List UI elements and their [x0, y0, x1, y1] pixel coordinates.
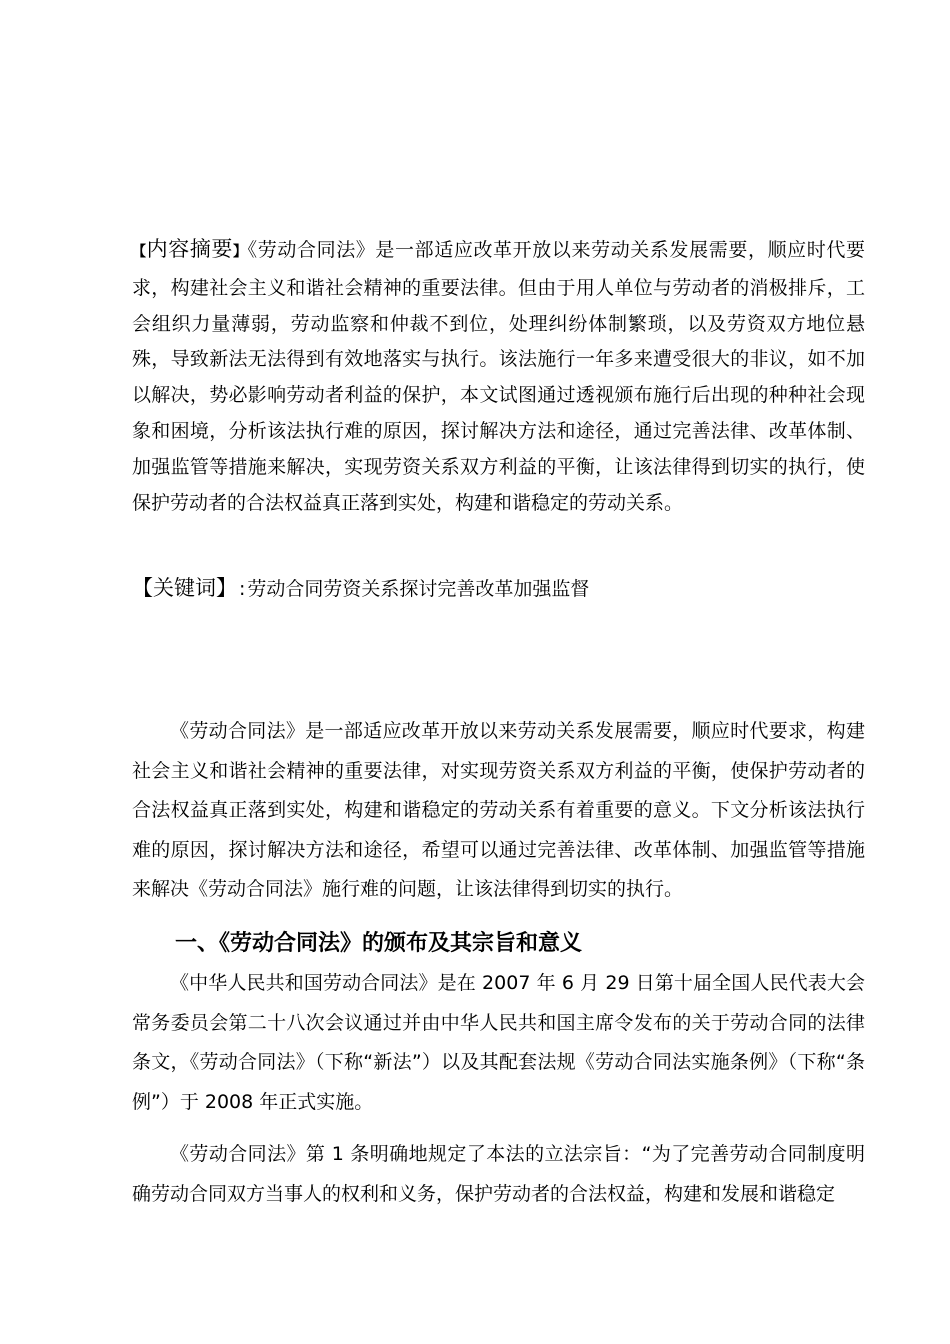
abstract-paragraph — [132, 232, 865, 521]
abstract-text: 《劳动合同法》是一部适应改革开放以来劳动关系发展需要，顺应时代要求，构建社会主义和谐社会精神的重要法律。但由于用人单位与劳动者的消极排斥，工会组织力量薄弱，劳动监察和仲裁不到位，处理纠纷体制繁琐，以及劳资双方地位悬殊，导致新法无法得到有效地落实与执行。该法施行一年多来遭受很大的非议，如不加以解决，势必影响劳动者利益的保护，本文试图通过透视颁布施行后出现的种种社会现象和困境，分析该法执行难的原因，探讨解决方法和途径，通过完善法律、改革体制、加强监管等措施来解决，实现劳资关系双方利益的平衡，让该法律得到切实的执行，使保护劳动者的合法权益真正落到实处，构建和谐稳定的劳动关系。 — [132, 239, 865, 514]
abstract-label-open: 【 — [132, 244, 147, 260]
keywords-text: 劳动合同劳资关系探讨完善改革加强监督 — [247, 578, 590, 600]
abstract-label-close: 】 — [233, 244, 248, 260]
section-paragraph-1: 《中华人民共和国劳动合同法》是在 2007 年 6 月 29 日第十届全国人民代表大会常务委员会第二十八次会议通过并由中华人民共和国主席令发布的关于劳动合同的法律条文，《劳动合同法》（下称“新法”）以及其配套法规《劳动合同法实施条例》（下称“条例”）于 2008 年正式实施。 — [132, 972, 865, 1113]
section-heading: 一、《劳动合同法》的颁布及其宗旨和意义 — [175, 931, 583, 956]
keywords-separator: : — [239, 578, 246, 600]
section-paragraph-2: 《劳动合同法》第 1 条明确地规定了本法的立法宗旨：“为了完善劳动合同制度明确劳动合同双方当事人的权利和义务，保护劳动者的合法权益，构建和发展和谐稳定 — [132, 1143, 865, 1205]
intro-paragraph: 《劳动合同法》是一部适应改革开放以来劳动关系发展需要，顺应时代要求，构建社会主义和谐社会精神的重要法律，对实现劳资关系双方利益的平衡，使保护劳动者的合法权益真正落到实处，构建和谐稳定的劳动关系有着重要的意义。下文分析该法执行难的原因，探讨解决方法和途径，希望可以通过完善法律、改革体制、加强监管等措施来解决《劳动合同法》施行难的问题，让该法律得到切实的执行。 — [132, 720, 865, 900]
keywords-label: 【关键词】 — [132, 576, 237, 600]
abstract-label: 内容摘要 — [146, 237, 234, 261]
keywords-line — [132, 570, 865, 607]
